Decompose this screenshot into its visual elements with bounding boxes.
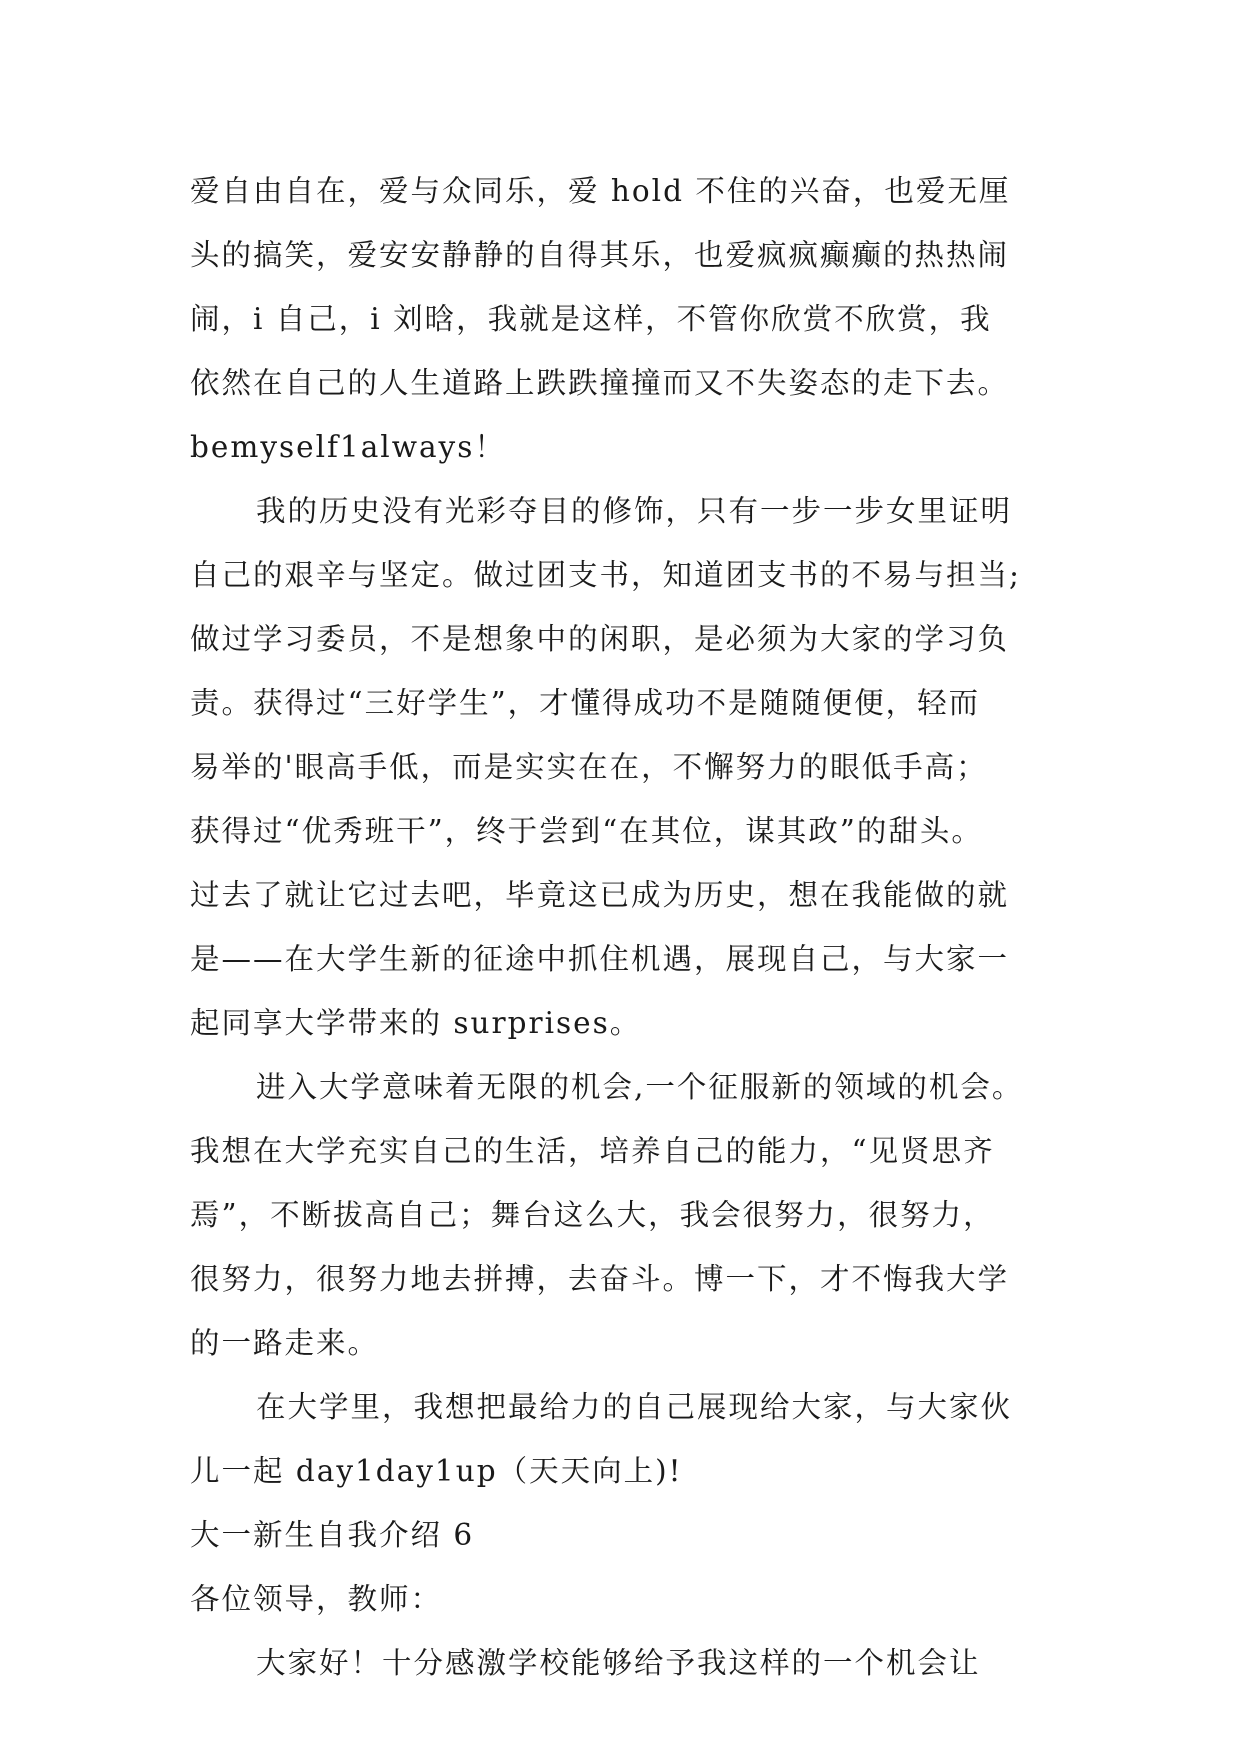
paragraph-first-line: 进入大学意味着无限的机会,一个征服新的领域的机会。 [256, 1070, 1024, 1104]
paragraph-first-line: 大家好！十分感激学校能够给予我这样的一个机会让 [256, 1646, 981, 1680]
paragraph-first-line: 我的历史没有光彩夺目的修饰，只有一步一步女里证明 [256, 494, 1013, 528]
text-line: 儿一起 day1day1up（天天向上)! [190, 1454, 683, 1488]
text-line: bemyself1always！ [190, 430, 506, 464]
section-heading: 大一新生自我介绍 6 [190, 1518, 475, 1552]
text-line: 过去了就让它过去吧，毕竟这已成为历史，想在我能做的就 [190, 878, 1010, 912]
text-line: 易举的'眼高手低，而是实实在在，不懈努力的眼低手高； [190, 750, 988, 784]
text-line: 获得过“优秀班干”，终于尝到“在其位，谋其政”的甜头。 [190, 814, 983, 848]
text-line: 是——在大学生新的征途中抓住机遇，展现自己，与大家一 [190, 942, 1010, 976]
text-line: 起同享大学带来的 surprises。 [190, 1006, 642, 1040]
text-line: 焉”，不断拔高自己；舞台这么大，我会很努力，很努力， [190, 1198, 995, 1232]
paragraph-first-line: 在大学里，我想把最给力的自己展现给大家，与大家伙 [256, 1390, 1013, 1424]
text-line: 做过学习委员，不是想象中的闲职，是必须为大家的学习负 [190, 622, 1010, 656]
text-line: 爱自由自在，爱与众同乐，爱 hold 不住的兴奋，也爱无厘 [190, 174, 1011, 208]
text-line: 责。获得过“三好学生”，才懂得成功不是随随便便，轻而 [190, 686, 981, 720]
text-line: 很努力，很努力地去拼搏，去奋斗。博一下，才不悔我大学 [190, 1262, 1010, 1296]
salutation: 各位领导，教师： [190, 1582, 443, 1616]
document-body [190, 159, 1070, 1695]
text-line: 我想在大学充实自己的生活，培养自己的能力，“见贤思齐 [190, 1134, 995, 1168]
text-line: 自己的艰辛与坚定。做过团支书，知道团支书的不易与担当; [190, 558, 1021, 592]
text-line: 头的搞笑，爱安安静静的自得其乐，也爱疯疯癫癫的热热闹 [190, 238, 1010, 272]
text-line: 依然在自己的人生道路上跌跌撞撞而又不失姿态的走下去。 [190, 366, 1010, 400]
text-line: 闹，i 自己，i 刘晗，我就是这样，不管你欣赏不欣赏，我 [190, 302, 992, 336]
text-line: 的一路走来。 [190, 1326, 380, 1360]
